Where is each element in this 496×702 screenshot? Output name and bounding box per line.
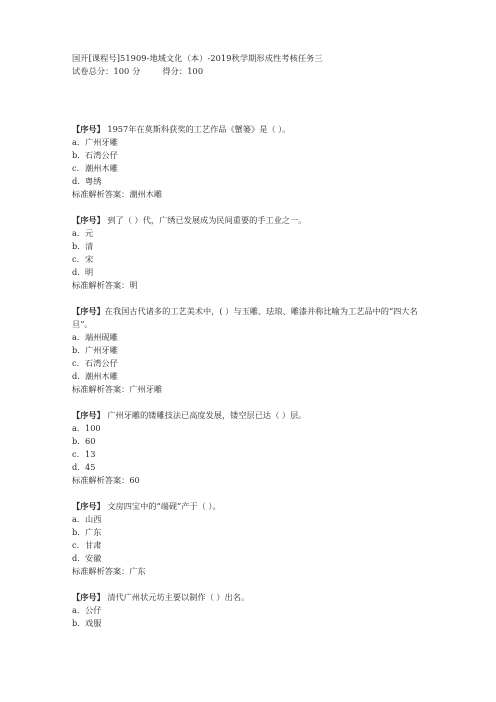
option-c: c. 宋 [72, 254, 94, 264]
question-stem [72, 591, 432, 604]
question-item [72, 214, 432, 292]
option-c: c. 石湾公仔 [72, 358, 118, 368]
course-title: 国开[课程号]51909-地域文化（本）-2019秋学期形成性考核任务三 [72, 53, 323, 63]
answer-line: 标准解析答案：潮州木雕 [72, 189, 163, 199]
question-item [72, 500, 432, 578]
option-d: d. 潮州木雕 [72, 371, 118, 381]
question-stem [72, 123, 432, 136]
question-tag: 【序号】 [72, 306, 105, 316]
question-text: 广州牙雕的镂雕技法已高度发展，镂空层已达（ ）层。 [104, 410, 307, 420]
answer-line: 标准解析答案：明 [72, 280, 138, 290]
question-stem [72, 305, 432, 331]
option-a: a. 山西 [72, 514, 102, 524]
option-c: c. 13 [72, 449, 96, 459]
option-b: b. 广州牙雕 [72, 345, 118, 355]
question-list [72, 123, 432, 643]
option-a: a. 100 [72, 423, 101, 433]
answer-line: 标准解析答案：广东 [72, 566, 146, 576]
option-d: d. 粤绣 [72, 176, 102, 186]
question-tag: 【序号】 [72, 410, 105, 420]
option-b: b. 戏服 [72, 618, 102, 628]
option-d: d. 安徽 [72, 553, 102, 563]
question-stem [72, 500, 432, 513]
option-d: d. 45 [72, 462, 96, 472]
question-item [72, 305, 432, 396]
question-text: 到了（ ）代，广绣已发展成为民间重要的手工业之一。 [104, 215, 307, 225]
option-a: a. 元 [72, 228, 94, 238]
question-item [72, 123, 432, 201]
question-tag: 【序号】 [72, 215, 105, 225]
option-d: d. 明 [72, 267, 94, 277]
exam-header [72, 52, 472, 78]
question-stem [72, 214, 432, 227]
question-text: 1957年在莫斯科获奖的工艺作品《蟹篓》是（ ）。 [104, 124, 291, 134]
option-a: a. 端州砚雕 [72, 332, 118, 342]
answer-line: 标准解析答案：广州牙雕 [72, 384, 163, 394]
option-b: b. 石湾公仔 [72, 150, 118, 160]
option-c: c. 甘肃 [72, 540, 102, 550]
question-text: 文房四宝中的“端砚”产于（ ）。 [104, 501, 221, 511]
option-a: a. 公仔 [72, 605, 102, 615]
option-b: b. 清 [72, 241, 94, 251]
question-item [72, 409, 432, 487]
option-c: c. 潮州木雕 [72, 163, 118, 173]
question-text: 在我国古代诸多的工艺美术中，( ）与玉雕、珐琅、雕漆并称比喻为工艺品中的“四大名旦”。 [72, 306, 418, 329]
question-item [72, 591, 432, 630]
earned-score: 得分：100 [162, 66, 204, 76]
question-stem [72, 409, 432, 422]
total-score: 试卷总分：100 分 [72, 66, 141, 76]
question-tag: 【序号】 [72, 501, 105, 511]
question-text: 清代广州状元坊主要以制作（ ）出名。 [104, 592, 250, 602]
question-tag: 【序号】 [72, 592, 105, 602]
answer-line: 标准解析答案：60 [72, 475, 140, 485]
question-tag: 【序号】 [72, 124, 105, 134]
score-line [72, 65, 472, 78]
option-a: a. 广州牙雕 [72, 137, 118, 147]
option-b: b. 广东 [72, 527, 102, 537]
option-b: b. 60 [72, 436, 96, 446]
